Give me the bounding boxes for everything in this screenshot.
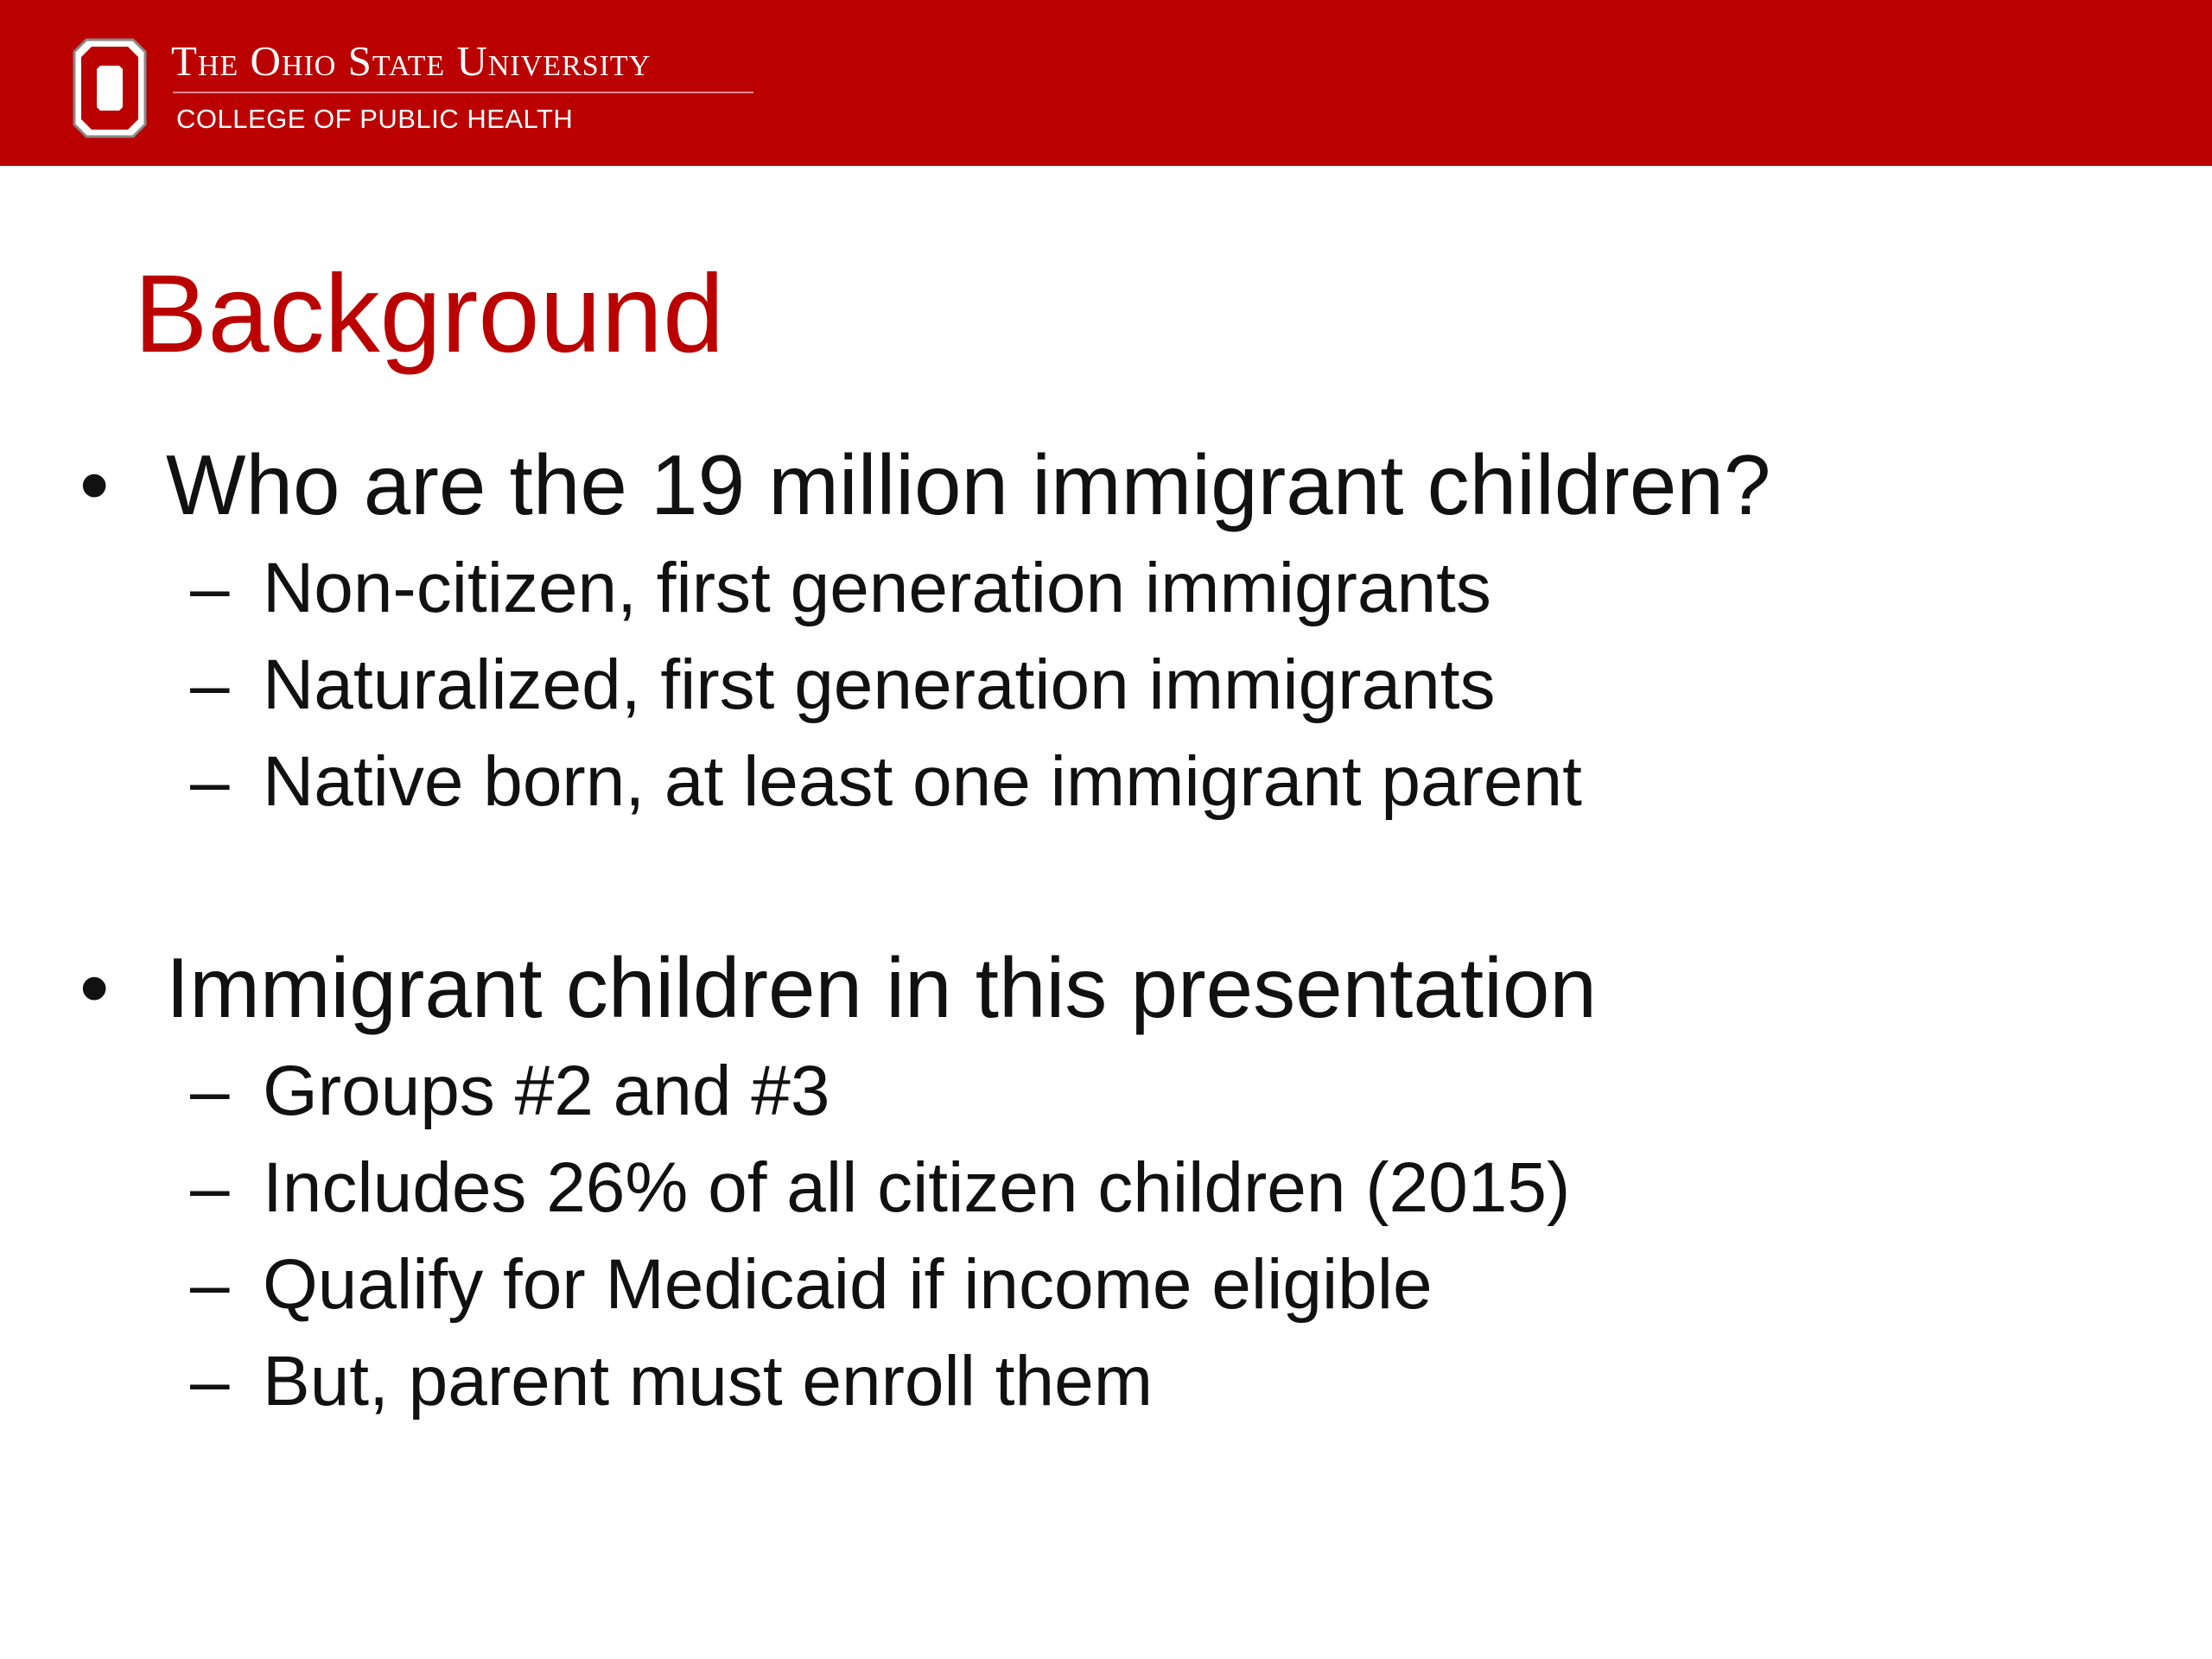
dash-marker: – <box>190 1245 230 1324</box>
sub-bullet-text: Qualify for Medicaid if income eligible <box>263 1245 1433 1324</box>
dash-marker: – <box>190 1148 230 1227</box>
sub-bullet-text: Non-citizen, first generation immigrants <box>263 549 1491 627</box>
sub-bullet-text: Groups #2 and #3 <box>263 1052 830 1130</box>
slide-title: Background <box>134 252 725 376</box>
bullet-marker: • <box>79 437 110 532</box>
bullet-text: Who are the 19 million immigrant children? <box>166 437 1771 532</box>
sub-bullet-text: But, parent must enroll them <box>263 1342 1154 1421</box>
block-o-logo-icon <box>71 36 149 140</box>
bullet-text: Immigrant children in this presentation <box>166 940 1597 1035</box>
sub-bullet-text: Naturalized, first generation immigrants <box>263 645 1496 724</box>
dash-marker: – <box>190 1052 230 1130</box>
header-divider <box>173 92 753 93</box>
dash-marker: – <box>190 1342 230 1421</box>
sub-bullet-text: Native born, at least one immigrant parent <box>263 742 1582 821</box>
dash-marker: – <box>190 742 230 821</box>
dash-marker: – <box>190 549 230 627</box>
bullet-marker: • <box>79 940 110 1035</box>
university-name: The Ohio State University <box>171 37 652 85</box>
sub-bullet-text: Includes 26% of all citizen children (2015) <box>263 1148 1571 1227</box>
college-name: COLLEGE OF PUBLIC HEALTH <box>176 104 574 134</box>
dash-marker: – <box>190 645 230 724</box>
header-banner <box>0 0 2212 166</box>
